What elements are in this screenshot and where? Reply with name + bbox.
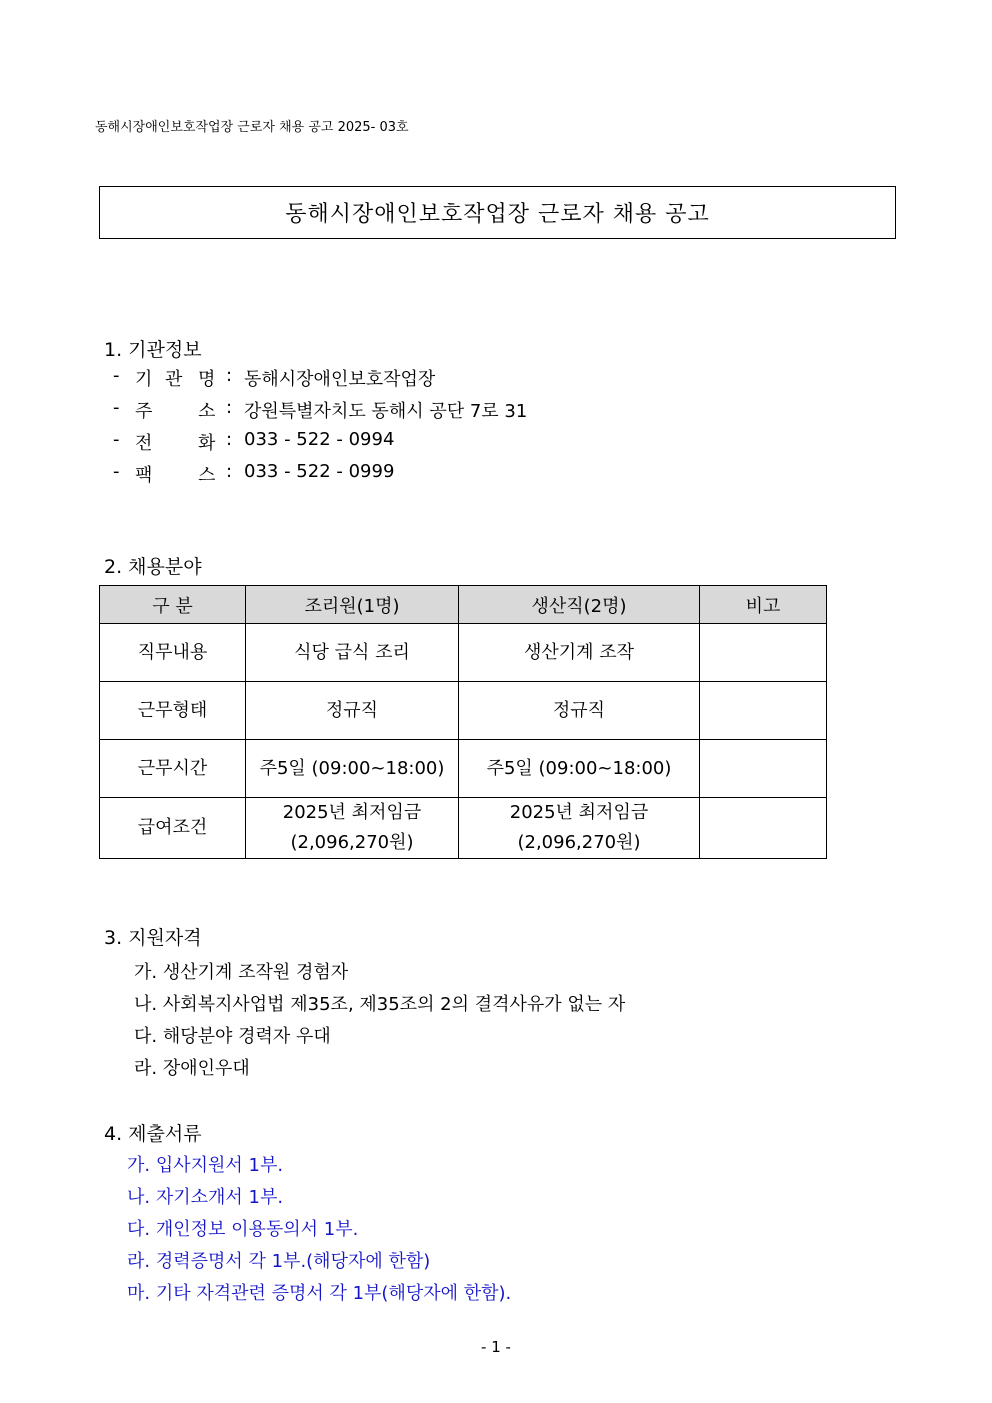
table-cell-line: (2,096,270원)	[290, 832, 414, 853]
document-number: 동해시장애인보호작업장 근로자 채용 공고 2025- 03호	[95, 120, 409, 135]
table-cell-note	[700, 682, 827, 740]
table-row-label: 근무시간	[100, 740, 246, 798]
info-value-fax: 033 - 522 - 0999	[244, 461, 395, 482]
info-dash: -	[113, 397, 120, 418]
list-item: 나. 자기소개서 1부.	[127, 1187, 284, 1208]
table-header-cell: 조리원(1명)	[246, 586, 459, 624]
info-label-char: 기	[135, 369, 153, 390]
table-header-cell: 구 분	[100, 586, 246, 624]
table-cell: 정규직	[459, 682, 700, 740]
section-heading-recruit: 2. 채용분야	[104, 556, 202, 578]
list-item: 가. 생산기계 조작원 경험자	[134, 962, 349, 983]
table-row	[100, 798, 827, 859]
info-value-name: 동해시장애인보호작업장	[244, 369, 436, 390]
list-item: 다. 해당분야 경력자 우대	[134, 1026, 331, 1047]
info-label-char: 명	[198, 369, 216, 390]
table-cell-note	[700, 798, 827, 859]
table-cell: 생산기계 조작	[459, 624, 700, 682]
section-heading-institution: 1. 기관정보	[104, 339, 202, 361]
list-item: 마. 기타 자격관련 증명서 각 1부(해당자에 한함).	[127, 1283, 512, 1304]
table-cell: 정규직	[246, 682, 459, 740]
info-value-address: 강원특별자치도 동해시 공단 7로 31	[244, 401, 528, 422]
list-item: 라. 경력증명서 각 1부.(해당자에 한함)	[127, 1251, 431, 1272]
table-row-label: 근무형태	[100, 682, 246, 740]
info-dash: -	[113, 429, 120, 450]
info-colon: :	[226, 429, 233, 450]
info-value-phone: 033 - 522 - 0994	[244, 429, 395, 450]
table-row-label: 급여조건	[100, 798, 246, 859]
info-label-char: 스	[198, 465, 216, 486]
table-header-row	[100, 586, 827, 624]
table-row	[100, 624, 827, 682]
table-row-label: 직무내용	[100, 624, 246, 682]
info-label-char: 팩	[135, 465, 153, 486]
section-heading-qualifications: 3. 지원자격	[104, 927, 202, 949]
table-header-cell: 비고	[700, 586, 827, 624]
title-box	[99, 186, 896, 239]
table-cell: 식당 급식 조리	[246, 624, 459, 682]
info-label-char: 화	[198, 433, 216, 454]
info-label-char: 소	[198, 401, 216, 422]
table-cell: 주5일 (09:00~18:00)	[246, 740, 459, 798]
list-item: 나. 사회복지사업법 제35조, 제35조의 2의 결격사유가 없는 자	[134, 994, 626, 1015]
info-dash: -	[113, 461, 120, 482]
page-title: 동해시장애인보호작업장 근로자 채용 공고	[285, 202, 710, 227]
info-colon: :	[226, 461, 233, 482]
table-header-cell: 생산직(2명)	[459, 586, 700, 624]
info-label-char: 관	[165, 369, 183, 390]
table-cell-line: (2,096,270원)	[517, 832, 641, 853]
list-item: 가. 입사지원서 1부.	[127, 1155, 284, 1176]
table-cell-note	[700, 624, 827, 682]
info-label-char: 전	[135, 433, 153, 454]
page-number: - 1 -	[481, 1338, 511, 1356]
section-heading-documents: 4. 제출서류	[104, 1123, 202, 1145]
table-cell-line: 2025년 최저임금	[509, 802, 649, 823]
table-cell-note	[700, 740, 827, 798]
info-colon: :	[226, 397, 233, 418]
info-dash: -	[113, 365, 120, 386]
info-label-char: 주	[135, 401, 153, 422]
list-item: 다. 개인정보 이용동의서 1부.	[127, 1219, 359, 1240]
recruit-table	[99, 585, 827, 859]
table-row	[100, 740, 827, 798]
table-cell	[246, 798, 459, 859]
table-row	[100, 682, 827, 740]
info-colon: :	[226, 365, 233, 386]
list-item: 라. 장애인우대	[134, 1058, 250, 1079]
table-cell	[459, 798, 700, 859]
table-cell-line: 2025년 최저임금	[282, 802, 422, 823]
table-cell: 주5일 (09:00~18:00)	[459, 740, 700, 798]
